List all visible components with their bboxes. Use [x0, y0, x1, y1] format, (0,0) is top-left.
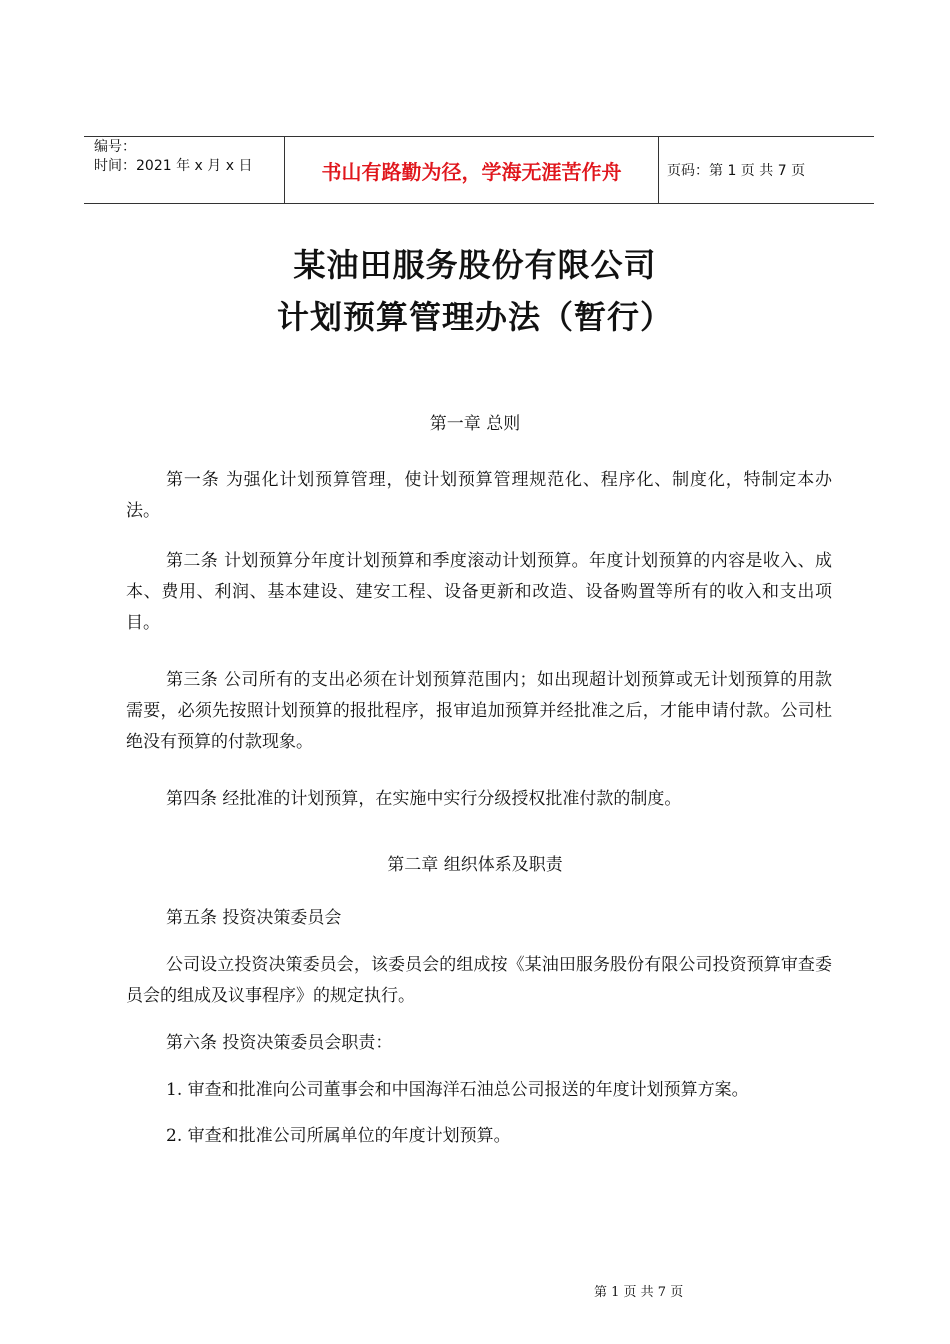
article-2: 第二条 计划预算分年度计划预算和季度滚动计划预算。年度计划预算的内容是收入、成本、费用、利润、基本建设、建安工程、设备更新和改造、设备购置等所有的收入和支出项目。: [126, 551, 832, 633]
header-page-info: 页码：第 1 页 共 7 页: [667, 163, 806, 179]
number-label: 编号：: [94, 139, 136, 155]
article-1: 第一条 为强化计划预算管理，使计划预算管理规范化、程序化、制度化，特制定本办法。: [126, 470, 832, 521]
article-6-heading: 第六条 投资决策委员会职责：: [166, 1033, 393, 1053]
time-label: 时间：2021 年 x 月 x 日: [94, 158, 253, 174]
article-3: 第三条 公司所有的支出必须在计划预算范围内；如出现超计划预算或无计划预算的用款需要，必须先按照计划预算的报批程序，报审追加预算并经批准之后，才能申请付款。公司杜绝没有预算的付款现象。: [126, 670, 832, 752]
chapter-1-heading: 第一章 总则: [429, 414, 521, 434]
header-motto: 书山有路勤为径，学海无涯苦作舟: [285, 137, 659, 203]
page-footer: 第 1 页 共 7 页: [594, 1285, 684, 1300]
document-header: [84, 136, 874, 204]
chapter-2-heading: 第二章 组织体系及职责: [387, 855, 563, 875]
list-item-1: 1. 审查和批准向公司董事会和中国海洋石油总公司报送的年度计划预算方案。: [166, 1080, 749, 1100]
article-4: 第四条 经批准的计划预算，在实施中实行分级授权批准付款的制度。: [166, 789, 682, 809]
header-meta: [84, 137, 285, 203]
article-5-heading: 第五条 投资决策委员会: [166, 908, 342, 928]
article-5-body: 公司设立投资决策委员会，该委员会的组成按《某油田服务股份有限公司投资预算审查委员会的组成及议事程序》的规定执行。: [126, 955, 832, 1006]
document-title-line-2: 计划预算管理办法（暂行）: [276, 298, 673, 336]
document-title-line-1: 某油田服务股份有限公司: [293, 246, 657, 284]
list-item-2: 2. 审查和批准公司所属单位的年度计划预算。: [166, 1126, 511, 1146]
